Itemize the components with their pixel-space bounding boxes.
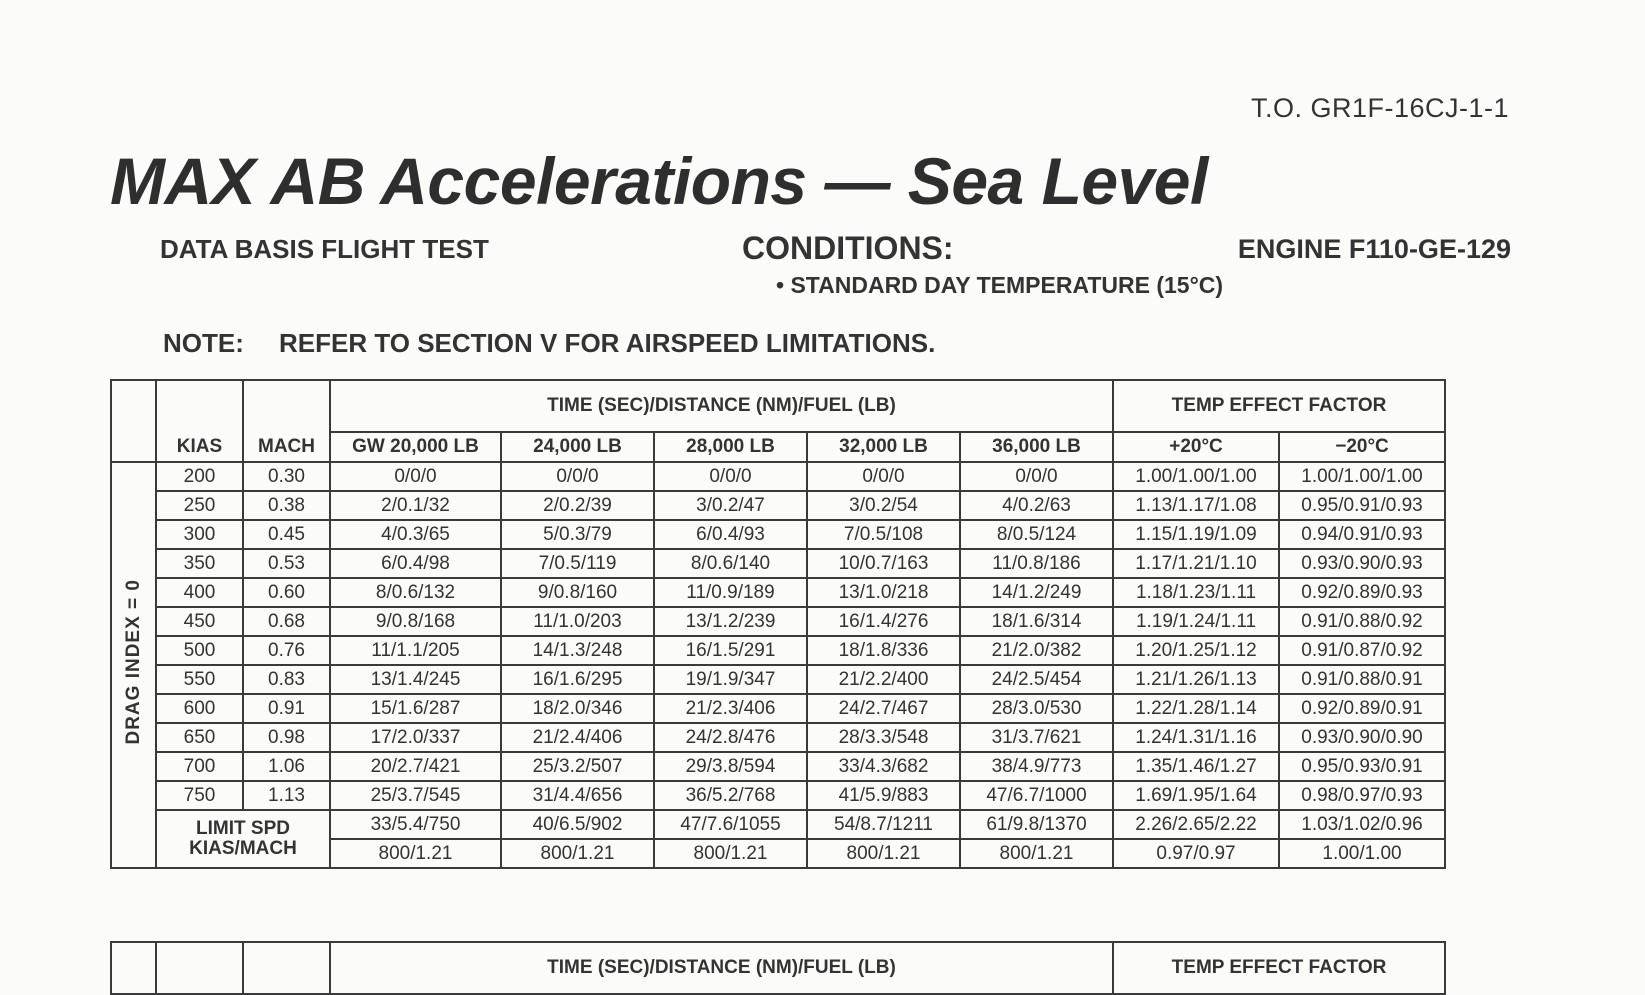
time-distance-fuel-cell: 14/1.2/249 bbox=[960, 578, 1113, 607]
mach-cell: 0.91 bbox=[243, 694, 330, 723]
limit-speed-label-line2: KIAS/MACH bbox=[189, 838, 297, 859]
drag-index-label: DRAG INDEX = 0 bbox=[122, 579, 144, 745]
time-distance-fuel-cell: 24/2.7/467 bbox=[807, 694, 960, 723]
temp-effect-cell: 1.00/1.00/1.00 bbox=[1279, 462, 1445, 491]
time-distance-fuel-cell: 11/1.1/205 bbox=[330, 636, 501, 665]
temp-effect-cell: 1.19/1.24/1.11 bbox=[1113, 607, 1279, 636]
time-distance-fuel-cell: 20/2.7/421 bbox=[330, 752, 501, 781]
limit-temp-cell: 2.26/2.65/2.22 bbox=[1113, 810, 1279, 839]
limit-temp-cell: 1.03/1.02/0.96 bbox=[1279, 810, 1445, 839]
time-distance-fuel-cell: 7/0.5/108 bbox=[807, 520, 960, 549]
weight-header: GW 20,000 LB bbox=[330, 432, 501, 462]
temp-effect-cell: 0.93/0.90/0.93 bbox=[1279, 549, 1445, 578]
temp-effect-cell: 0.91/0.87/0.92 bbox=[1279, 636, 1445, 665]
time-distance-fuel-cell: 11/0.8/186 bbox=[960, 549, 1113, 578]
kias-cell: 600 bbox=[156, 694, 243, 723]
time-distance-fuel-cell: 18/2.0/346 bbox=[501, 694, 654, 723]
mach-header: MACH bbox=[243, 432, 330, 462]
time-distance-fuel-cell: 21/2.0/382 bbox=[960, 636, 1113, 665]
limit-row bbox=[111, 810, 1445, 839]
mach-cell: 0.83 bbox=[243, 665, 330, 694]
kias-cell: 700 bbox=[156, 752, 243, 781]
kias-cell: 500 bbox=[156, 636, 243, 665]
kias-head-top bbox=[156, 380, 243, 432]
mach-cell: 1.13 bbox=[243, 781, 330, 810]
kias-cell: 250 bbox=[156, 491, 243, 520]
time-distance-fuel-cell: 13/1.4/245 bbox=[330, 665, 501, 694]
time-distance-fuel-cell: 24/2.5/454 bbox=[960, 665, 1113, 694]
limit-speed-cell: 800/1.21 bbox=[330, 839, 501, 868]
table-row bbox=[111, 549, 1445, 578]
second-table-header bbox=[110, 941, 1446, 995]
mach-cell: 0.53 bbox=[243, 549, 330, 578]
mach-head-top bbox=[243, 380, 330, 432]
kias-cell: 650 bbox=[156, 723, 243, 752]
time-distance-fuel-cell: 25/3.2/507 bbox=[501, 752, 654, 781]
time-distance-fuel-cell: 21/2.3/406 bbox=[654, 694, 807, 723]
limit-speed-cell: 800/1.21 bbox=[807, 839, 960, 868]
time-distance-fuel-cell: 16/1.4/276 bbox=[807, 607, 960, 636]
time-distance-fuel-cell: 15/1.6/287 bbox=[330, 694, 501, 723]
time-distance-fuel-cell: 6/0.4/93 bbox=[654, 520, 807, 549]
time-distance-fuel-cell: 19/1.9/347 bbox=[654, 665, 807, 694]
time-distance-fuel-cell: 4/0.2/63 bbox=[960, 491, 1113, 520]
table-row bbox=[111, 520, 1445, 549]
time-distance-fuel-cell: 28/3.0/530 bbox=[960, 694, 1113, 723]
temp-effect-cell: 1.22/1.28/1.14 bbox=[1113, 694, 1279, 723]
temp-effect-cell: 1.18/1.23/1.11 bbox=[1113, 578, 1279, 607]
time-distance-fuel-cell: 2/0.2/39 bbox=[501, 491, 654, 520]
limit-value-cell: 54/8.7/1211 bbox=[807, 810, 960, 839]
temp-effect-cell: 0.94/0.91/0.93 bbox=[1279, 520, 1445, 549]
time-distance-fuel-cell: 31/3.7/621 bbox=[960, 723, 1113, 752]
time-distance-fuel-cell: 31/4.4/656 bbox=[501, 781, 654, 810]
kias-cell: 350 bbox=[156, 549, 243, 578]
temp-effect-cell: 0.95/0.93/0.91 bbox=[1279, 752, 1445, 781]
limit-speed-label bbox=[156, 810, 330, 868]
time-distance-fuel-cell: 36/5.2/768 bbox=[654, 781, 807, 810]
time-distance-fuel-cell: 18/1.6/314 bbox=[960, 607, 1113, 636]
temp-effect-cell: 1.20/1.25/1.12 bbox=[1113, 636, 1279, 665]
weight-header: 28,000 LB bbox=[654, 432, 807, 462]
weight-header: 24,000 LB bbox=[501, 432, 654, 462]
time-distance-fuel-cell: 3/0.2/47 bbox=[654, 491, 807, 520]
time-distance-fuel-cell: 0/0/0 bbox=[501, 462, 654, 491]
mach-cell: 0.30 bbox=[243, 462, 330, 491]
time-distance-fuel-cell: 38/4.9/773 bbox=[960, 752, 1113, 781]
kias-header: KIAS bbox=[156, 432, 243, 462]
limit-value-cell: 47/7.6/1055 bbox=[654, 810, 807, 839]
kias-cell: 450 bbox=[156, 607, 243, 636]
time-distance-fuel-cell: 0/0/0 bbox=[330, 462, 501, 491]
weight-header: 32,000 LB bbox=[807, 432, 960, 462]
time-distance-fuel-cell: 17/2.0/337 bbox=[330, 723, 501, 752]
mach-head-top bbox=[243, 942, 330, 994]
temp-effect-cell: 1.00/1.00/1.00 bbox=[1113, 462, 1279, 491]
limit-speed-temp-cell: 1.00/1.00 bbox=[1279, 839, 1445, 868]
kias-head-top bbox=[156, 942, 243, 994]
time-distance-fuel-cell: 33/4.3/682 bbox=[807, 752, 960, 781]
mach-cell: 0.38 bbox=[243, 491, 330, 520]
time-distance-fuel-cell: 8/0.5/124 bbox=[960, 520, 1113, 549]
kias-cell: 550 bbox=[156, 665, 243, 694]
condition-item: • STANDARD DAY TEMPERATURE (15°C) bbox=[776, 272, 1224, 298]
page-title: MAX AB Accelerations — Sea Level bbox=[110, 144, 1208, 218]
time-distance-fuel-cell: 10/0.7/163 bbox=[807, 549, 960, 578]
temp-effect-cell: 1.35/1.46/1.27 bbox=[1113, 752, 1279, 781]
mach-cell: 0.68 bbox=[243, 607, 330, 636]
temp-plus-header: +20°C bbox=[1113, 432, 1279, 462]
corner-cell bbox=[111, 942, 156, 994]
temp-effect-cell: 1.15/1.19/1.09 bbox=[1113, 520, 1279, 549]
corner-cell bbox=[111, 380, 156, 462]
time-distance-fuel-cell: 18/1.8/336 bbox=[807, 636, 960, 665]
table-row bbox=[111, 607, 1445, 636]
time-distance-fuel-header: TIME (SEC)/DISTANCE (NM)/FUEL (LB) bbox=[330, 380, 1113, 432]
temp-effect-cell: 1.13/1.17/1.08 bbox=[1113, 491, 1279, 520]
time-distance-fuel-cell: 4/0.3/65 bbox=[330, 520, 501, 549]
time-distance-fuel-cell: 13/1.2/239 bbox=[654, 607, 807, 636]
kias-cell: 200 bbox=[156, 462, 243, 491]
table-row bbox=[111, 752, 1445, 781]
mach-cell: 0.98 bbox=[243, 723, 330, 752]
limit-value-cell: 33/5.4/750 bbox=[330, 810, 501, 839]
temp-minus-header: −20°C bbox=[1279, 432, 1445, 462]
time-distance-fuel-cell: 13/1.0/218 bbox=[807, 578, 960, 607]
temp-effect-cell: 1.24/1.31/1.16 bbox=[1113, 723, 1279, 752]
table-row bbox=[111, 636, 1445, 665]
time-distance-fuel-cell: 16/1.5/291 bbox=[654, 636, 807, 665]
temp-effect-cell: 1.69/1.95/1.64 bbox=[1113, 781, 1279, 810]
limit-value-cell: 40/6.5/902 bbox=[501, 810, 654, 839]
time-distance-fuel-cell: 9/0.8/168 bbox=[330, 607, 501, 636]
temp-effect-factor-header: TEMP EFFECT FACTOR bbox=[1113, 942, 1445, 994]
table-row bbox=[111, 665, 1445, 694]
weight-header: 36,000 LB bbox=[960, 432, 1113, 462]
time-distance-fuel-cell: 14/1.3/248 bbox=[501, 636, 654, 665]
time-distance-fuel-cell: 8/0.6/140 bbox=[654, 549, 807, 578]
table-row bbox=[111, 491, 1445, 520]
time-distance-fuel-cell: 28/3.3/548 bbox=[807, 723, 960, 752]
temp-effect-cell: 0.95/0.91/0.93 bbox=[1279, 491, 1445, 520]
kias-cell: 400 bbox=[156, 578, 243, 607]
kias-cell: 750 bbox=[156, 781, 243, 810]
temp-effect-cell: 0.91/0.88/0.92 bbox=[1279, 607, 1445, 636]
temp-effect-factor-header: TEMP EFFECT FACTOR bbox=[1113, 380, 1445, 432]
table-row bbox=[111, 694, 1445, 723]
time-distance-fuel-cell: 25/3.7/545 bbox=[330, 781, 501, 810]
time-distance-fuel-cell: 2/0.1/32 bbox=[330, 491, 501, 520]
drag-index-cell bbox=[111, 462, 156, 868]
table-row bbox=[111, 462, 1445, 491]
conditions-label: CONDITIONS: bbox=[742, 230, 954, 266]
time-distance-fuel-cell: 47/6.7/1000 bbox=[960, 781, 1113, 810]
temp-effect-cell: 1.17/1.21/1.10 bbox=[1113, 549, 1279, 578]
time-distance-fuel-cell: 11/1.0/203 bbox=[501, 607, 654, 636]
acceleration-table bbox=[110, 379, 1446, 869]
limit-speed-cell: 800/1.21 bbox=[654, 839, 807, 868]
temp-effect-cell: 0.93/0.90/0.90 bbox=[1279, 723, 1445, 752]
time-distance-fuel-cell: 7/0.5/119 bbox=[501, 549, 654, 578]
time-distance-fuel-cell: 0/0/0 bbox=[807, 462, 960, 491]
time-distance-fuel-header: TIME (SEC)/DISTANCE (NM)/FUEL (LB) bbox=[330, 942, 1113, 994]
table-body bbox=[111, 462, 1445, 868]
limit-speed-cell: 800/1.21 bbox=[960, 839, 1113, 868]
mach-cell: 1.06 bbox=[243, 752, 330, 781]
table-row bbox=[111, 781, 1445, 810]
time-distance-fuel-cell: 21/2.4/406 bbox=[501, 723, 654, 752]
kias-cell: 300 bbox=[156, 520, 243, 549]
time-distance-fuel-cell: 3/0.2/54 bbox=[807, 491, 960, 520]
time-distance-fuel-cell: 16/1.6/295 bbox=[501, 665, 654, 694]
temp-effect-cell: 0.92/0.89/0.91 bbox=[1279, 694, 1445, 723]
mach-cell: 0.76 bbox=[243, 636, 330, 665]
time-distance-fuel-cell: 24/2.8/476 bbox=[654, 723, 807, 752]
time-distance-fuel-cell: 9/0.8/160 bbox=[501, 578, 654, 607]
note-text: REFER TO SECTION V FOR AIRSPEED LIMITATIONS. bbox=[279, 328, 936, 358]
table-row bbox=[111, 578, 1445, 607]
temp-effect-cell: 0.91/0.88/0.91 bbox=[1279, 665, 1445, 694]
time-distance-fuel-cell: 8/0.6/132 bbox=[330, 578, 501, 607]
time-distance-fuel-cell: 21/2.2/400 bbox=[807, 665, 960, 694]
time-distance-fuel-cell: 6/0.4/98 bbox=[330, 549, 501, 578]
note-label: NOTE: bbox=[163, 328, 244, 358]
document-number: T.O. GR1F-16CJ-1-1 bbox=[1250, 93, 1509, 123]
time-distance-fuel-cell: 11/0.9/189 bbox=[654, 578, 807, 607]
time-distance-fuel-cell: 0/0/0 bbox=[960, 462, 1113, 491]
time-distance-fuel-cell: 0/0/0 bbox=[654, 462, 807, 491]
table-row bbox=[111, 723, 1445, 752]
limit-speed-cell: 800/1.21 bbox=[501, 839, 654, 868]
limit-value-cell: 61/9.8/1370 bbox=[960, 810, 1113, 839]
engine-label: ENGINE F110-GE-129 bbox=[1237, 234, 1511, 264]
temp-effect-cell: 1.21/1.26/1.13 bbox=[1113, 665, 1279, 694]
data-basis: DATA BASIS FLIGHT TEST bbox=[160, 234, 489, 264]
limit-speed-temp-cell: 0.97/0.97 bbox=[1113, 839, 1279, 868]
temp-effect-cell: 0.98/0.97/0.93 bbox=[1279, 781, 1445, 810]
mach-cell: 0.60 bbox=[243, 578, 330, 607]
temp-effect-cell: 0.92/0.89/0.93 bbox=[1279, 578, 1445, 607]
time-distance-fuel-cell: 29/3.8/594 bbox=[654, 752, 807, 781]
limit-speed-label-line1: LIMIT SPD bbox=[196, 818, 290, 839]
mach-cell: 0.45 bbox=[243, 520, 330, 549]
time-distance-fuel-cell: 41/5.9/883 bbox=[807, 781, 960, 810]
time-distance-fuel-cell: 5/0.3/79 bbox=[501, 520, 654, 549]
